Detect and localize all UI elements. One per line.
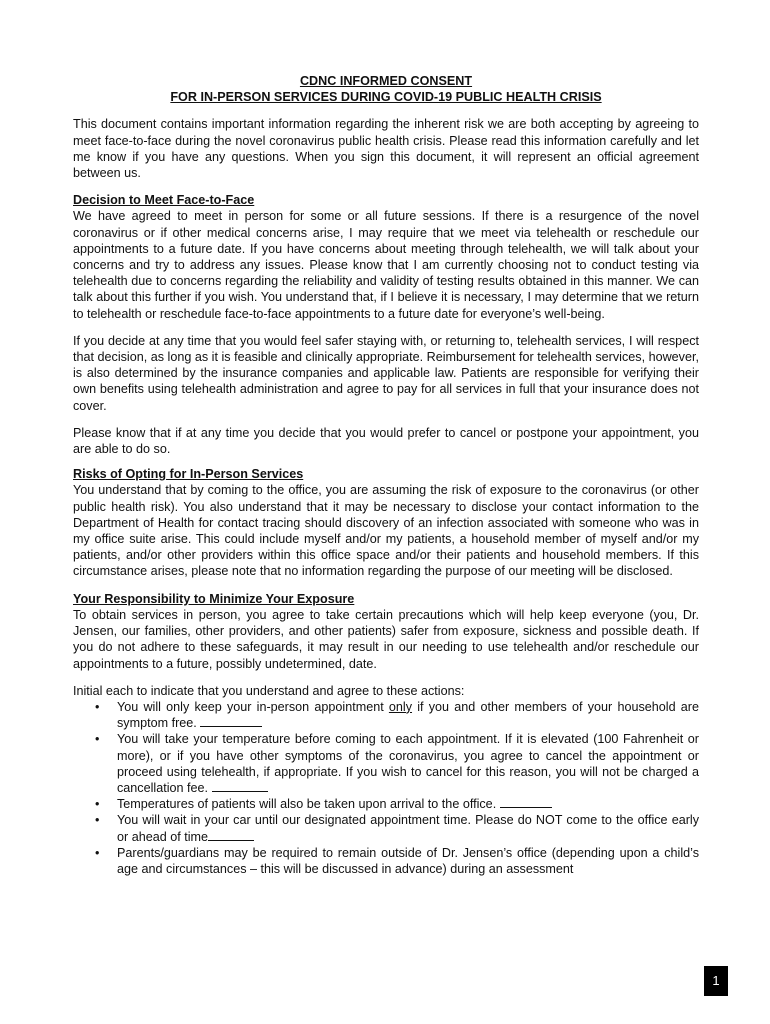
initial-instructions: Initial each to indicate that you understand and agree to these actions:: [73, 683, 465, 698]
decision-paragraph-2: If you decide at any time that you would feel safer staying with, or returning to, telehealth services, I will respect that decision, as long as it is feasible and clinically appropriate. Reimbursement for telehealth services, however, is also determined by the insurance companies and applicable law. Patients are responsible for verifying their own benefits using telehealth administration and agree to pay for all services in full that your insurance does not cover.: [73, 333, 699, 413]
document-title: [73, 73, 699, 105]
list-item: • Parents/guardians may be required to remain outside of Dr. Jensen’s office (depending upon a child’s age and circumstances – this will be discussed in advance) during an assessment: [117, 845, 699, 877]
list-item: • You will wait in your car until our designated appointment time. Please do NOT come to the office early or ahead of time: [117, 812, 699, 844]
title-line-2: FOR IN-PERSON SERVICES DURING COVID-19 PUBLIC HEALTH CRISIS: [170, 90, 602, 105]
responsibility-paragraph-1: To obtain services in person, you agree to take certain precautions which will help keep everyone (you, Dr. Jensen, our families, other providers, and other patients) safer from exposure, sickness and possible death. If you do not adhere to these safeguards, it may result in our needing to use telehealth and/or reschedule our appointments to a future, possibly undetermined, date.: [73, 607, 699, 671]
emphasis-only: only: [388, 699, 413, 714]
section-heading-risks: Risks of Opting for In-Person Services: [73, 467, 304, 482]
document-page: [73, 73, 699, 877]
list-item: • Temperatures of patients will also be taken upon arrival to the office.: [117, 796, 699, 812]
list-item: • You will only keep your in-person appointment only if you and other members of your household are symptom free.: [117, 699, 699, 731]
initial-field[interactable]: [208, 829, 254, 841]
section-decision: [73, 192, 699, 457]
section-heading-responsibility: Your Responsibility to Minimize Your Exposure: [73, 591, 355, 606]
initial-field[interactable]: [212, 780, 268, 792]
intro-paragraph: This document contains important information regarding the inherent risk we are both accepting by agreeing to meet face-to-face during the novel coronavirus public health crisis. Please read this information carefully and let me know if you have any questions. When you sign this document, it will represent an official agreement between us.: [73, 117, 699, 181]
title-line-1: CDNC INFORMED CONSENT: [299, 74, 473, 88]
list-item: • You will take your temperature before coming to each appointment. If it is elevated (100 Fahrenheit or more), or if you have other symptoms of the coronavirus, you agree to cancel the appointment or proceed using telehealth, if appropriate. If you wish to cancel for this reason, you will not be charged a cancellation fee.: [117, 731, 699, 796]
initial-list: [73, 699, 699, 877]
decision-paragraph-1: We have agreed to meet in person for some or all future sessions. If there is a resurgence of the novel coronavirus or if other medical concerns arise, I may require that we meet via telehealth or reschedule our appointments to a future date. If you have concerns about meeting through telehealth, we will talk about your concerns and try to address any issues. Please know that I am currently choosing not to conduct testing via telehealth due to concerns regarding the reliability and validity of testing results obtained in this manner. We can talk about this further if you wish. You understand that, if I believe it is necessary, I may determine that we return to telehealth or reschedule face-to-face appointments to a future date for everyone’s well-being.: [73, 209, 699, 321]
initial-field[interactable]: [200, 715, 262, 727]
initial-field[interactable]: [500, 796, 552, 808]
section-responsibility: [73, 591, 699, 877]
section-heading-decision: Decision to Meet Face-to-Face: [73, 193, 255, 208]
risks-paragraph-1: You understand that by coming to the office, you are assuming the risk of exposure to the coronavirus (or other public health risk). You also understand that it may be necessary to disclose your contact information to the Department of Health for contact tracing should discovery of an infection associated with someone who was in my office suite arise. This could include myself and/or my patients, a household member of myself and/or my patients, and/or other providers within this office space and/or their patients and household members. If this circumstance arises, please note that no information regarding the purpose of our meeting will be disclosed.: [73, 483, 699, 579]
decision-paragraph-3: Please know that if at any time you decide that you would prefer to cancel or postpone your appointment, you are able to do so.: [73, 425, 699, 457]
page-number-badge: 1: [704, 966, 728, 996]
section-risks: [73, 466, 699, 579]
